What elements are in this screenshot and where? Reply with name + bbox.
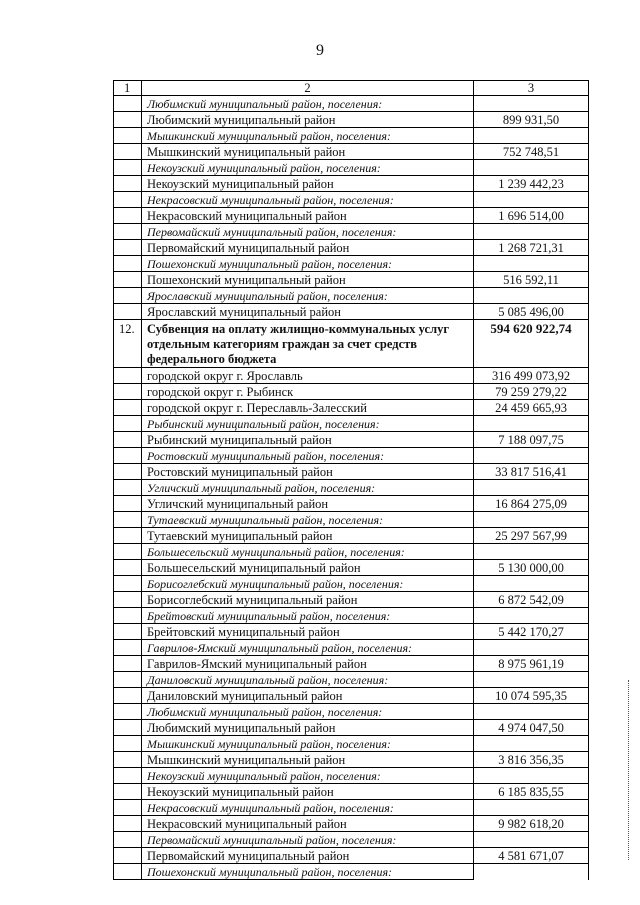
row-number-cell xyxy=(114,144,142,160)
subheading-label: Тутаевский муниципальный район, поселения: xyxy=(142,512,474,528)
municipality-name: Некрасовский муниципальный район xyxy=(142,208,474,224)
amount-cell: 5 130 000,00 xyxy=(474,560,589,576)
municipality-name: Некоузский муниципальный район xyxy=(142,784,474,800)
amount-cell xyxy=(474,192,589,208)
municipality-name: городской округ г. Ярославль xyxy=(142,368,474,384)
amount-cell xyxy=(474,480,589,496)
subheading-row xyxy=(114,768,589,784)
amount-cell: 752 748,51 xyxy=(474,144,589,160)
row-number-cell xyxy=(114,576,142,592)
section-total: 594 620 922,74 xyxy=(474,320,589,368)
subheading-label: Ярославский муниципальный район, поселения: xyxy=(142,288,474,304)
row-number-cell xyxy=(114,208,142,224)
table-row xyxy=(114,304,589,320)
municipality-name: Брейтовский муниципальный район xyxy=(142,624,474,640)
row-number-cell xyxy=(114,256,142,272)
page-number: 9 xyxy=(316,42,324,59)
subheading-label: Пошехонский муниципальный район, поселения: xyxy=(142,864,474,880)
municipality-name: Тутаевский муниципальный район xyxy=(142,528,474,544)
row-number-cell xyxy=(114,224,142,240)
municipality-name: Борисоглебский муниципальный район xyxy=(142,592,474,608)
amount-cell: 16 864 275,09 xyxy=(474,496,589,512)
municipality-name: Некрасовский муниципальный район xyxy=(142,816,474,832)
row-number-cell xyxy=(114,160,142,176)
subheading-label: Некрасовский муниципальный район, поселения: xyxy=(142,192,474,208)
row-number-cell xyxy=(114,816,142,832)
header-col-3: 3 xyxy=(474,81,589,96)
table-row xyxy=(114,400,589,416)
municipality-name: Ростовский муниципальный район xyxy=(142,464,474,480)
amount-cell: 10 074 595,35 xyxy=(474,688,589,704)
subheading-label: Мышкинский муниципальный район, поселения: xyxy=(142,736,474,752)
amount-cell xyxy=(474,256,589,272)
table-row xyxy=(114,176,589,192)
subheading-label: Пошехонский муниципальный район, поселения: xyxy=(142,256,474,272)
row-number-cell xyxy=(114,672,142,688)
subheading-row xyxy=(114,192,589,208)
table-row xyxy=(114,624,589,640)
subheading-row xyxy=(114,704,589,720)
subheading-row xyxy=(114,160,589,176)
subheading-label: Мышкинский муниципальный район, поселения: xyxy=(142,128,474,144)
amount-cell xyxy=(474,160,589,176)
subheading-label: Некрасовский муниципальный район, поселения: xyxy=(142,800,474,816)
margin-mark xyxy=(628,680,632,860)
table-row xyxy=(114,208,589,224)
amount-cell xyxy=(474,736,589,752)
row-number-cell xyxy=(114,416,142,432)
section-number: 12. xyxy=(114,320,142,368)
row-number-cell xyxy=(114,288,142,304)
municipality-name: Даниловский муниципальный район xyxy=(142,688,474,704)
municipality-name: городской округ г. Рыбинск xyxy=(142,384,474,400)
subheading-row xyxy=(114,672,589,688)
amount-cell xyxy=(474,288,589,304)
table-row xyxy=(114,784,589,800)
header-col-2: 2 xyxy=(142,81,474,96)
subheading-row xyxy=(114,800,589,816)
amount-cell xyxy=(474,704,589,720)
row-number-cell xyxy=(114,368,142,384)
row-number-cell xyxy=(114,480,142,496)
row-number-cell xyxy=(114,624,142,640)
table-row xyxy=(114,144,589,160)
row-number-cell xyxy=(114,272,142,288)
row-number-cell xyxy=(114,720,142,736)
subheading-label: Некоузский муниципальный район, поселения: xyxy=(142,768,474,784)
amount-cell: 5 442 170,27 xyxy=(474,624,589,640)
amount-cell: 33 817 516,41 xyxy=(474,464,589,480)
section-title: Субвенция на оплату жилищно-коммунальных услуг отдельным категориям граждан за счет средств федерального бюджета xyxy=(142,320,474,368)
subheading-label: Гаврилов-Ямский муниципальный район, поселения: xyxy=(142,640,474,656)
row-number-cell xyxy=(114,560,142,576)
amount-cell: 1 696 514,00 xyxy=(474,208,589,224)
subheading-row xyxy=(114,544,589,560)
table-row xyxy=(114,432,589,448)
amount-cell xyxy=(474,864,589,880)
amount-cell xyxy=(474,832,589,848)
municipality-name: Ярославский муниципальный район xyxy=(142,304,474,320)
row-number-cell xyxy=(114,688,142,704)
row-number-cell xyxy=(114,464,142,480)
amount-cell xyxy=(474,416,589,432)
subheading-label: Ростовский муниципальный район, поселения: xyxy=(142,448,474,464)
table-header-row xyxy=(114,81,589,96)
subheading-row xyxy=(114,640,589,656)
amount-cell: 79 259 279,22 xyxy=(474,384,589,400)
table-row xyxy=(114,272,589,288)
subheading-label: Брейтовский муниципальный район, поселения: xyxy=(142,608,474,624)
amount-cell xyxy=(474,224,589,240)
row-number-cell xyxy=(114,768,142,784)
amount-cell xyxy=(474,576,589,592)
amount-cell: 4 974 047,50 xyxy=(474,720,589,736)
municipality-name: Первомайский муниципальный район xyxy=(142,240,474,256)
amount-cell: 25 297 567,99 xyxy=(474,528,589,544)
budget-table xyxy=(113,80,589,880)
amount-cell xyxy=(474,96,589,112)
row-number-cell xyxy=(114,192,142,208)
row-number-cell xyxy=(114,448,142,464)
amount-cell xyxy=(474,800,589,816)
row-number-cell xyxy=(114,512,142,528)
table-row xyxy=(114,688,589,704)
table-row xyxy=(114,496,589,512)
amount-cell: 1 268 721,31 xyxy=(474,240,589,256)
table-row xyxy=(114,368,589,384)
subheading-label: Любимский муниципальный район, поселения: xyxy=(142,96,474,112)
subheading-row xyxy=(114,512,589,528)
amount-cell: 5 085 496,00 xyxy=(474,304,589,320)
subheading-row xyxy=(114,256,589,272)
amount-cell: 24 459 665,93 xyxy=(474,400,589,416)
subheading-row xyxy=(114,832,589,848)
municipality-name: Первомайский муниципальный район xyxy=(142,848,474,864)
amount-cell xyxy=(474,672,589,688)
amount-cell xyxy=(474,512,589,528)
amount-cell: 516 592,11 xyxy=(474,272,589,288)
table-row xyxy=(114,384,589,400)
row-number-cell xyxy=(114,112,142,128)
amount-cell xyxy=(474,640,589,656)
amount-cell: 7 188 097,75 xyxy=(474,432,589,448)
amount-cell: 3 816 356,35 xyxy=(474,752,589,768)
municipality-name: городской округ г. Переславль-Залесский xyxy=(142,400,474,416)
municipality-name: Мышкинский муниципальный район xyxy=(142,752,474,768)
amount-cell xyxy=(474,128,589,144)
municipality-name: Рыбинский муниципальный район xyxy=(142,432,474,448)
municipality-name: Большесельский муниципальный район xyxy=(142,560,474,576)
section-row xyxy=(114,320,589,368)
table-row xyxy=(114,720,589,736)
row-number-cell xyxy=(114,240,142,256)
row-number-cell xyxy=(114,304,142,320)
row-number-cell xyxy=(114,608,142,624)
row-number-cell xyxy=(114,704,142,720)
municipality-name: Некоузский муниципальный район xyxy=(142,176,474,192)
subheading-label: Некоузский муниципальный район, поселения: xyxy=(142,160,474,176)
header-col-1: 1 xyxy=(114,81,142,96)
subheading-label: Даниловский муниципальный район, поселения: xyxy=(142,672,474,688)
row-number-cell xyxy=(114,736,142,752)
subheading-row xyxy=(114,416,589,432)
municipality-name: Мышкинский муниципальный район xyxy=(142,144,474,160)
row-number-cell xyxy=(114,432,142,448)
table-row xyxy=(114,816,589,832)
table-row xyxy=(114,848,589,864)
subheading-row xyxy=(114,576,589,592)
table-row xyxy=(114,752,589,768)
amount-cell: 316 499 073,92 xyxy=(474,368,589,384)
table-row xyxy=(114,528,589,544)
row-number-cell xyxy=(114,784,142,800)
row-number-cell xyxy=(114,176,142,192)
amount-cell xyxy=(474,448,589,464)
table-row xyxy=(114,464,589,480)
amount-cell: 899 931,50 xyxy=(474,112,589,128)
subheading-row xyxy=(114,608,589,624)
amount-cell: 6 872 542,09 xyxy=(474,592,589,608)
subheading-label: Угличский муниципальный район, поселения: xyxy=(142,480,474,496)
municipality-name: Любимский муниципальный район xyxy=(142,720,474,736)
subheading-row xyxy=(114,480,589,496)
row-number-cell xyxy=(114,832,142,848)
subheading-label: Первомайский муниципальный район, поселения: xyxy=(142,832,474,848)
subheading-label: Первомайский муниципальный район, поселения: xyxy=(142,224,474,240)
amount-cell xyxy=(474,544,589,560)
row-number-cell xyxy=(114,640,142,656)
subheading-row xyxy=(114,128,589,144)
row-number-cell xyxy=(114,864,142,880)
row-number-cell xyxy=(114,752,142,768)
row-number-cell xyxy=(114,848,142,864)
row-number-cell xyxy=(114,592,142,608)
row-number-cell xyxy=(114,128,142,144)
amount-cell xyxy=(474,608,589,624)
table-row xyxy=(114,240,589,256)
row-number-cell xyxy=(114,400,142,416)
row-number-cell xyxy=(114,656,142,672)
row-number-cell xyxy=(114,384,142,400)
amount-cell: 6 185 835,55 xyxy=(474,784,589,800)
subheading-row xyxy=(114,96,589,112)
municipality-name: Любимский муниципальный район xyxy=(142,112,474,128)
row-number-cell xyxy=(114,528,142,544)
subheading-label: Рыбинский муниципальный район, поселения: xyxy=(142,416,474,432)
row-number-cell xyxy=(114,496,142,512)
subheading-row xyxy=(114,224,589,240)
row-number-cell xyxy=(114,800,142,816)
subheading-row xyxy=(114,736,589,752)
table-row xyxy=(114,592,589,608)
municipality-name: Пошехонский муниципальный район xyxy=(142,272,474,288)
subheading-row xyxy=(114,448,589,464)
amount-cell xyxy=(474,768,589,784)
amount-cell: 9 982 618,20 xyxy=(474,816,589,832)
table-row xyxy=(114,112,589,128)
municipality-name: Гаврилов-Ямский муниципальный район xyxy=(142,656,474,672)
row-number-cell xyxy=(114,96,142,112)
subheading-label: Большесельский муниципальный район, поселения: xyxy=(142,544,474,560)
subheading-row xyxy=(114,288,589,304)
municipality-name: Угличский муниципальный район xyxy=(142,496,474,512)
amount-cell: 8 975 961,19 xyxy=(474,656,589,672)
subheading-row xyxy=(114,864,589,880)
subheading-label: Любимский муниципальный район, поселения: xyxy=(142,704,474,720)
table-row xyxy=(114,656,589,672)
row-number-cell xyxy=(114,544,142,560)
amount-cell: 1 239 442,23 xyxy=(474,176,589,192)
amount-cell: 4 581 671,07 xyxy=(474,848,589,864)
table-row xyxy=(114,560,589,576)
subheading-label: Борисоглебский муниципальный район, поселения: xyxy=(142,576,474,592)
